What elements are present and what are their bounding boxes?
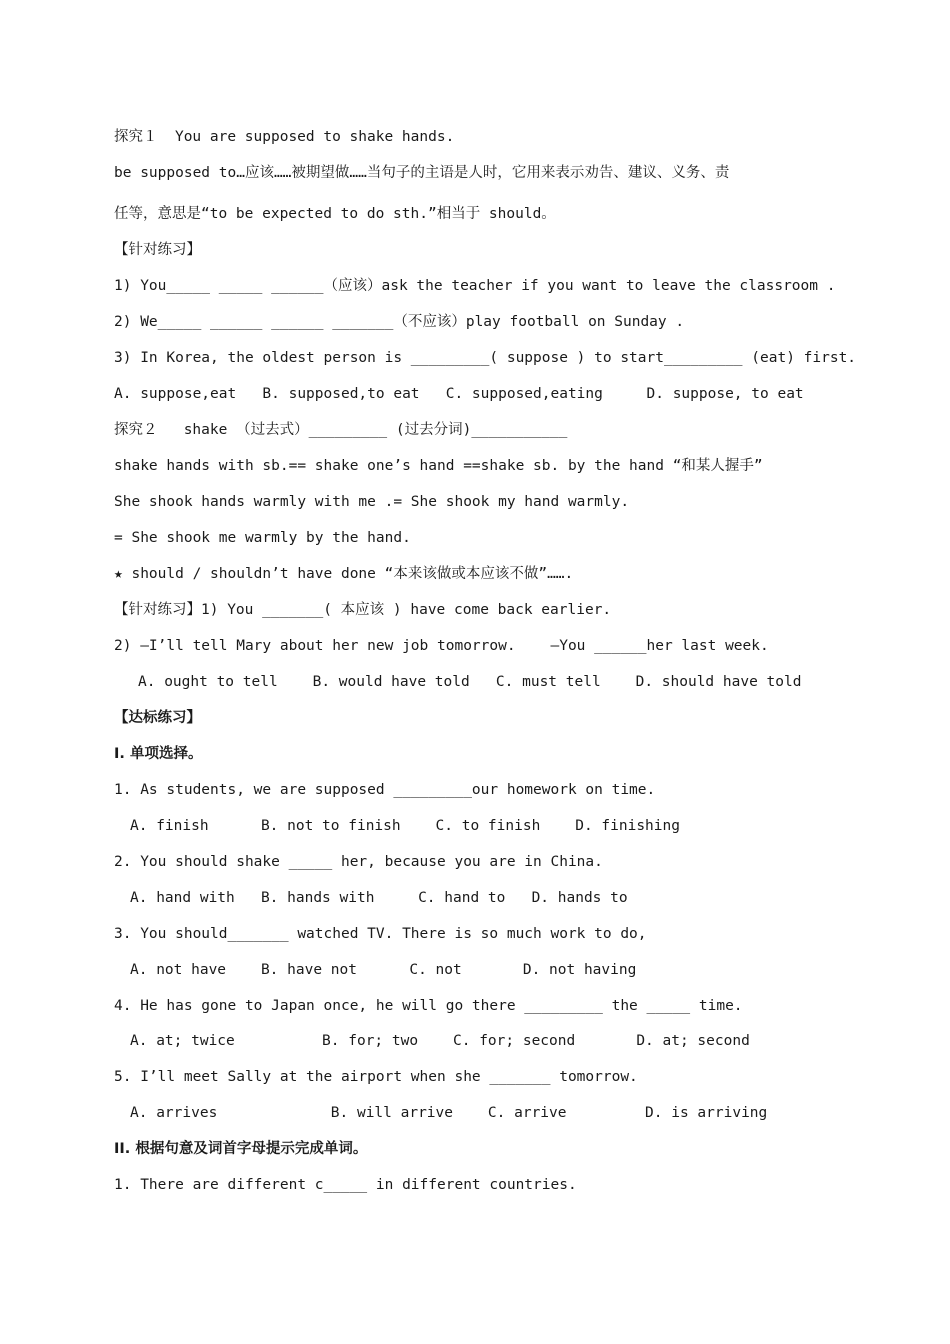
question-2: 2. You should shake _____ her, because you are in China. (114, 854, 603, 870)
question-1: 1. As students, we are supposed _________our homework on time. (114, 782, 656, 798)
section-heading-2: 探究２ shake （过去式）_________ (过去分词)___________ (114, 422, 568, 438)
question-5-options: A. arrives B. will arrive C. arrive D. is arriving (130, 1105, 768, 1121)
explanation-line-1: be supposed to…应该……被期望做……当句子的主语是人时，它用来表示劝告、建议、义务、责 (114, 165, 730, 181)
part-two-heading: II. 根据句意及词首字母提示完成单词。 (114, 1141, 368, 1157)
achievement-heading: 【达标练习】 (114, 710, 201, 726)
question-4-options: A. at; twice B. for; two C. for; second D. at; second (130, 1033, 750, 1049)
fill-in-question-1: 1. There are different c_____ in different countries. (114, 1177, 577, 1193)
practice-item-3-options: A. suppose,eat B. supposed,to eat C. supposed,eating D. suppose, to eat (114, 386, 804, 402)
practice-item-4-options: A. ought to tell B. would have told C. must tell D. should have told (138, 674, 802, 690)
practice-heading-1: 【针对练习】 (114, 242, 201, 258)
practice-item-2: 2) We_____ ______ ______ _______（不应该）play football on Sunday . (114, 314, 685, 330)
question-2-options: A. hand with B. hands with C. hand to D. hands to (130, 890, 628, 906)
question-3: 3. You should_______ watched TV. There is so much work to do, (114, 926, 647, 942)
example-line-2: = She shook me warmly by the hand. (114, 530, 411, 546)
question-3-options: A. not have B. have not C. not D. not having (130, 962, 637, 978)
part-one-heading: I. 单项选择。 (114, 746, 203, 762)
section-heading-1: 探究１ You are supposed to shake hands. (114, 129, 455, 145)
question-1-options: A. finish B. not to finish C. to finish D. finishing (130, 818, 680, 834)
practice-heading-2: 【针对练习】1) You _______( 本应该 ) have come back earlier. (114, 602, 612, 618)
practice-item-1: 1) You_____ _____ ______（应该）ask the teacher if you want to leave the classroom . (114, 278, 836, 294)
explanation-line-3: shake hands with sb.== shake one’s hand ==shake sb. by the hand “和某人握手” (114, 458, 763, 474)
practice-item-3: 3) In Korea, the oldest person is _________( suppose ) to start_________ (eat) first. (114, 350, 857, 366)
example-line-1: She shook hands warmly with me .= She shook my hand warmly. (114, 494, 630, 510)
question-4: 4. He has gone to Japan once, he will go there _________ the _____ time. (114, 998, 743, 1014)
practice-item-4: 2) —I’ll tell Mary about her new job tomorrow. —You ______her last week. (114, 638, 769, 654)
explanation-line-2: 任等，意思是“to be expected to do sth.”相当于 should。 (114, 206, 556, 222)
star-note: ★ should / shouldn’t have done “本来该做或本应该不做”……. (114, 566, 574, 582)
question-5: 5. I’ll meet Sally at the airport when she _______ tomorrow. (114, 1069, 638, 1085)
